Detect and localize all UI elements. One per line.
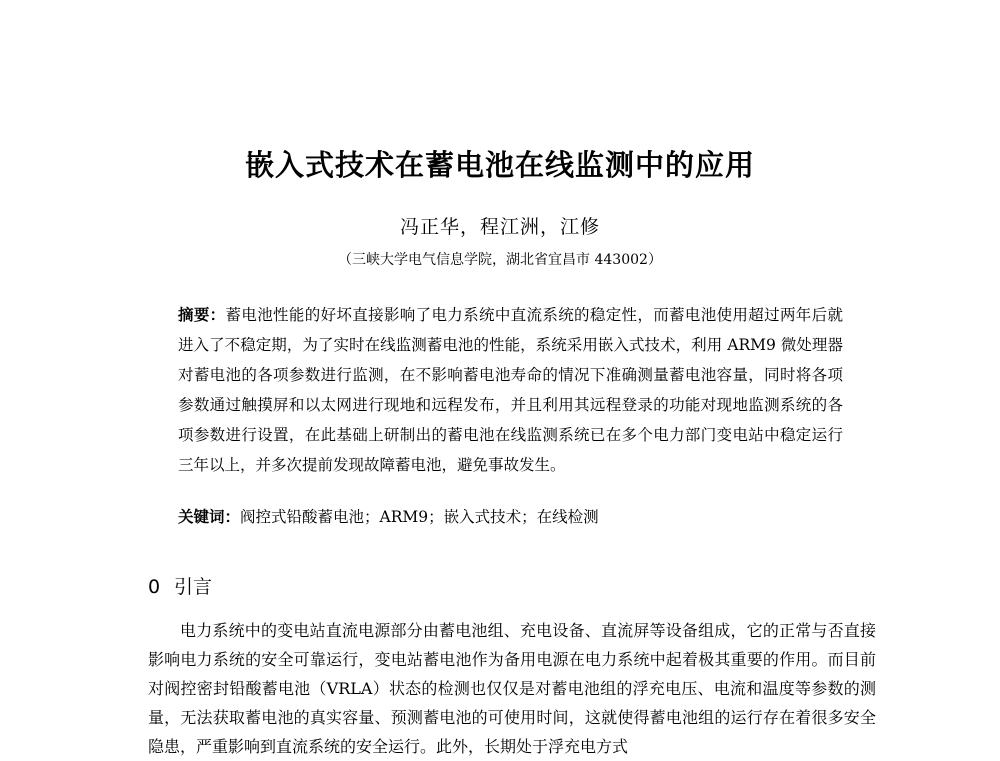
section-title: 引言: [174, 576, 213, 598]
section-number: 0: [148, 576, 161, 598]
section-heading: [148, 572, 212, 599]
abstract-paragraph: [178, 300, 843, 480]
keywords-paragraph: [178, 502, 843, 532]
keywords-label: 关键词：: [178, 507, 241, 526]
paper-title: 嵌入式技术在蓄电池在线监测中的应用: [244, 148, 755, 182]
keywords-text: 阀控式铅酸蓄电池；ARM9；嵌入式技术；在线检测: [240, 508, 599, 526]
paper-authors: 冯正华，程江洲，江修: [399, 216, 600, 238]
abstract-label: 摘要：: [178, 305, 226, 324]
paper-affiliation: （三峡大学电气信息学院，湖北省宜昌市 443002）: [338, 252, 662, 268]
body-paragraph: 电力系统中的变电站直流电源部分由蓄电池组、充电设备、直流屏等设备组成，它的正常与否直接影响电力系统的安全可靠运行，变电站蓄电池作为备用电源在电力系统中起着极其重要的作用。而目前对阀控密封铅酸蓄电池（VRLA）状态的检测也仅仅是对蓄电池组的浮充电压、电流和温度等参数的测量，无法获取蓄电池的真实容量、预测蓄电池的可使用时间，这就使得蓄电池组的运行存在着很多安全隐患，严重影响到直流系统的安全运行。此外，长期处于浮充电方式: [148, 621, 876, 756]
abstract-text: 蓄电池性能的好坏直接影响了电力系统中直流系统的稳定性，而蓄电池使用超过两年后就进入了不稳定期，为了实时在线监测蓄电池的性能，系统采用嵌入式技术，利用 ARM9 微处理器对蓄电池的各项参数进行监测，在不影响蓄电池寿命的情况下准确测量蓄电池容量，同时将各项参数通过触摸屏和以太网进行现地和远程发布，并且利用其远程登录的功能对现地监测系统的各项参数进行设置，在此基础上研制出的蓄电池在线监测系统已在多个电力部门变电站中稳定运行三年以上，并多次提前发现故障蓄电池，避免事故发生。: [178, 306, 843, 474]
